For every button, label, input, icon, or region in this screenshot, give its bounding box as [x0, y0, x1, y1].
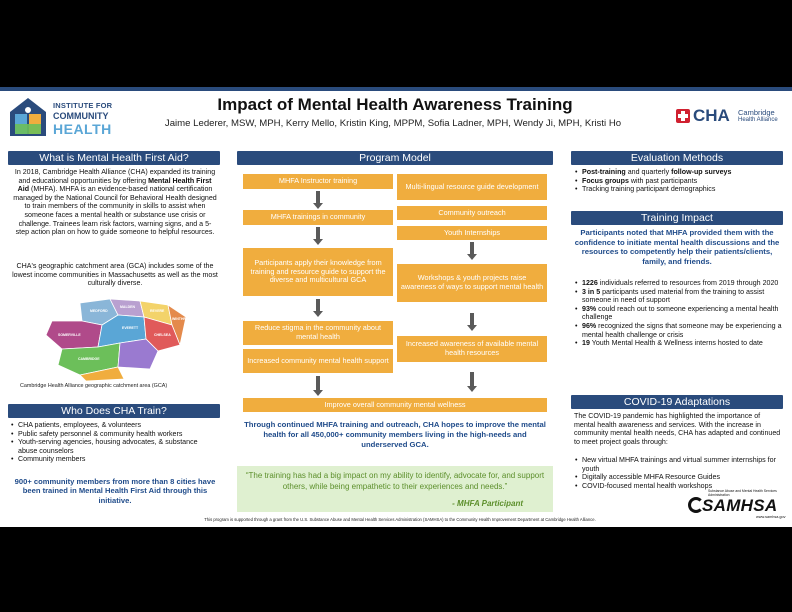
list-item: • COVID-focused mental health workshops — [574, 482, 782, 491]
list-item: • Focus groups with past participants — [574, 177, 782, 186]
participant-quote-box — [237, 466, 553, 512]
down-arrow-icon — [467, 242, 477, 260]
samhsa-wordmark: SAMHSA — [702, 496, 778, 515]
down-arrow-icon — [313, 299, 323, 317]
what-is-paragraph-1 — [12, 168, 218, 237]
gca-map-graphic — [40, 295, 190, 381]
cha-logo-line-1: Cambridge — [738, 108, 775, 117]
samhsa-small-text: Substance Abuse and Mental Health Services Administration — [708, 489, 777, 497]
down-arrow-icon — [313, 191, 323, 209]
samhsa-logo — [686, 489, 786, 523]
participant-quote: “The training has had a big impact on my ability to identify, advocate for, and support others, while being empathetic to their experiences and needs.” — [245, 471, 545, 491]
who-trains-heading: Who Does CHA Train? — [8, 404, 220, 418]
what-is-p1-before: In 2018, Cambridge Health Alliance (CHA) expanded its training and educational opportunities by offering — [14, 168, 216, 185]
flow-box: Participants apply their knowledge from training and resource guide to support the diverse and multicultural GCA — [243, 248, 393, 296]
evaluation-heading: Evaluation Methods — [571, 151, 783, 165]
impact-lead: Participants noted that MHFA provided them with the confidence to initiate mental health discussions and the resources to competently help their patients/clients, family, and friends. — [574, 228, 780, 266]
flow-box: Multi-lingual resource guide development — [397, 174, 547, 200]
list-item: • Public safety personnel & community health workers — [10, 430, 218, 439]
impact-heading: Training Impact — [571, 211, 783, 225]
who-trains-list — [10, 421, 218, 464]
program-statement: Through continued MHFA training and outreach, CHA hopes to improve the mental health for all 450,000+ community members living in the high-needs and underserved GCA. — [244, 420, 546, 449]
ich-logo-line-3: HEALTH — [53, 121, 112, 137]
what-is-p1-bold: Mental Health First Aid — [17, 176, 212, 194]
flow-box: Reduce stigma in the community about mental health — [243, 321, 393, 345]
samhsa-url: www.samhsa.gov — [756, 515, 786, 519]
map-label: MALDEN — [120, 305, 135, 309]
list-item: • 93% could reach out to someone experiencing a mental health challenge — [574, 305, 782, 322]
down-arrow-icon — [467, 372, 477, 392]
cha-logo-line-2: Health Alliance — [738, 117, 778, 123]
poster-authors: Jaime Lederer, MSW, MPH, Kerry Mello, Kristin King, MPPM, Sofia Ladner, MPH, Wendy Ji, MPH, Kristi Ho — [164, 118, 622, 129]
quote-attribution: - MHFA Participant — [452, 499, 523, 508]
down-arrow-icon — [313, 376, 323, 396]
program-model-heading: Program Model — [237, 151, 553, 165]
red-cross-icon — [676, 109, 690, 123]
flow-box: Community outreach — [397, 206, 547, 220]
map-label: EVERETT — [122, 326, 139, 330]
list-item: • Community members — [10, 455, 218, 464]
cha-logo-letters: CHA — [693, 106, 730, 125]
flow-box: Increased community mental health support — [243, 349, 393, 373]
flow-box: Workshops & youth projects raise awareness of ways to support mental health — [397, 264, 547, 302]
top-rule — [0, 87, 792, 91]
list-item: • Digitally accessible MHFA Resource Guides — [574, 473, 782, 482]
funding-note: This program is supported through a grant from the U.S. Substance Abuse and Mental Health Services Administration (SAMHSA) to the Community Health Improvement Department at Cambridge Health Alliance. — [204, 517, 596, 522]
house-logo-icon — [8, 96, 48, 138]
flow-box: MHFA trainings in community — [243, 210, 393, 225]
map-label: WINTHROP — [172, 317, 192, 321]
covid-intro: The COVID-19 pandemic has highlighted the importance of mental health awareness and services. With the increase in community mental health needs, CHA has adapted and continued to meet project goals through: — [574, 412, 781, 446]
poster-title: Impact of Mental Health Awareness Training — [217, 95, 573, 114]
list-item: • Tracking training participant demographics — [574, 185, 782, 194]
evaluation-list — [574, 168, 782, 194]
who-trains-highlight: 900+ community members from more than 8 cities have been trained in Mental Health First Aid through this initiative. — [14, 477, 216, 505]
map-caption: Cambridge Health Alliance geographic catchment area (GCA) — [20, 383, 168, 389]
poster — [0, 87, 792, 527]
map-label: MEDFORD — [90, 309, 108, 313]
list-item: • 1226 individuals referred to resources from 2019 through 2020 — [574, 279, 782, 288]
what-is-p1-after: (MHFA). MHFA is an evidence-based national certification managed by the National Council for Behavioral Health designed to train members of the community in skills to assist when someone faces a mental health or substance use crisis or challenge. Trainees learn risk factors, warning signs, and a 5-step action plan on how to guide someone to helpful resources. — [13, 185, 217, 237]
flow-box: MHFA Instructor training — [243, 174, 393, 189]
down-arrow-icon — [313, 227, 323, 245]
list-item: • New virtual MHFA trainings and virtual summer internships for youth — [574, 456, 782, 473]
gca-map — [40, 295, 190, 381]
impact-list — [574, 279, 782, 348]
list-item: • CHA patients, employees, & volunteers — [10, 421, 218, 430]
cha-logo — [676, 106, 788, 130]
covid-list — [574, 456, 782, 490]
flow-box-final: Improve overall community mental wellness — [243, 398, 547, 412]
map-label: CHELSEA — [154, 333, 171, 337]
what-is-heading: What is Mental Health First Aid? — [8, 151, 220, 165]
list-item: • 19 Youth Mental Health & Wellness interns hosted to date — [574, 339, 782, 348]
map-label: REVERE — [150, 309, 165, 313]
ich-logo-line-1: INSTITUTE FOR — [53, 101, 113, 110]
list-item: • 3 in 5 participants used material from the training to assist someone in need of support — [574, 288, 782, 305]
list-item: • 96% recognized the signs that someone may be experiencing a mental health challenge or crisis — [574, 322, 782, 339]
ich-logo — [8, 96, 118, 140]
map-label: SOMERVILLE — [58, 333, 81, 337]
covid-heading: COVID-19 Adaptations — [571, 395, 783, 409]
what-is-paragraph-2: CHA's geographic catchment area (GCA) includes some of the lowest income communities in Massachusetts as well as the most culturally diverse. — [12, 262, 218, 288]
map-label: CAMBRIDGE — [78, 357, 100, 361]
flow-box: Youth Internships — [397, 226, 547, 240]
flow-box: Increased awareness of available mental health resources — [397, 336, 547, 362]
ich-logo-line-2: COMMUNITY — [53, 111, 109, 121]
list-item: • Post-training and quarterly follow-up surveys — [574, 168, 782, 177]
list-item: • Youth-serving agencies, housing advocates, & substance abuse counselors — [10, 438, 218, 455]
down-arrow-icon — [467, 313, 477, 331]
